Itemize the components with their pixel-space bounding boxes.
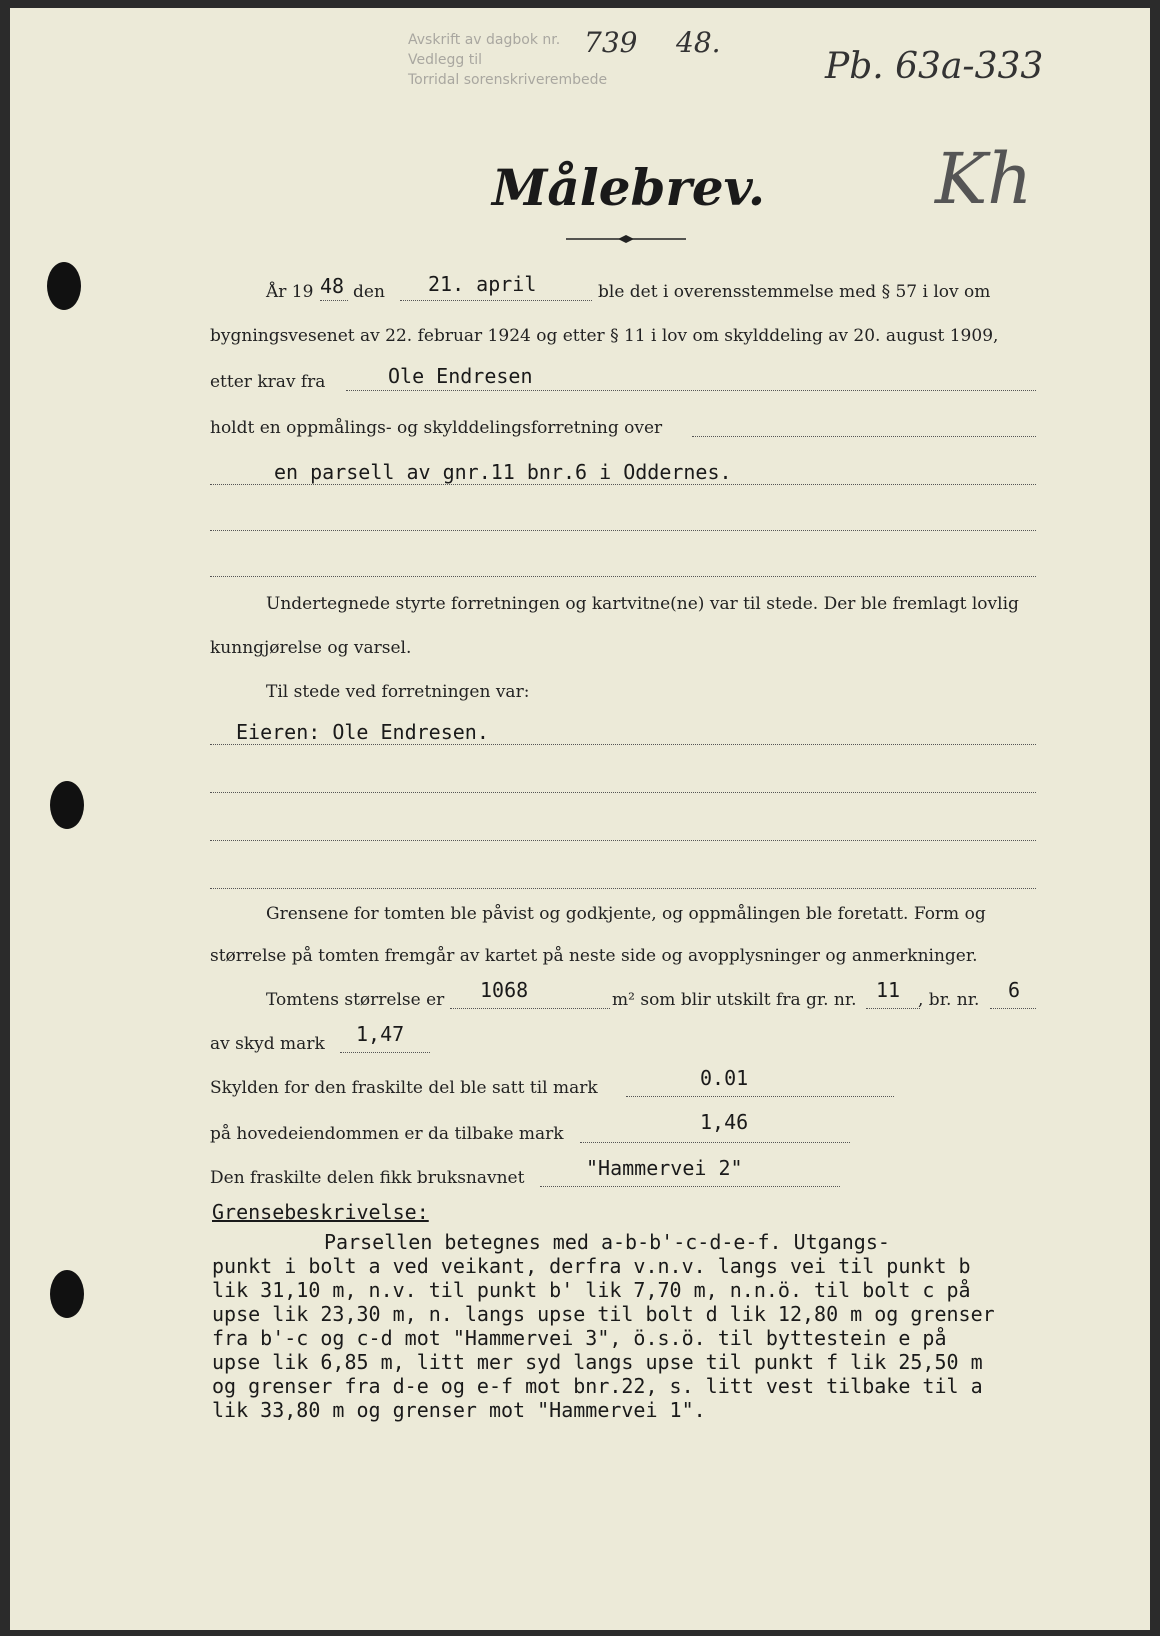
size-value: 1068	[480, 978, 529, 1002]
bnr-value: 6	[1008, 978, 1021, 1002]
punch-hole	[47, 262, 81, 310]
stamp-line-2: Vedlegg til	[408, 52, 482, 68]
description-line: fra b'-c og c-d mot "Hammervei 3", ö.s.ö. til byttestein e på	[212, 1326, 947, 1350]
intro-line-2: bygningsvesenet av 22. februar 1924 og etter § 11 i lov om skylddeling av 20. august 1909,	[210, 326, 999, 346]
skyld-label: av skyd mark	[210, 1034, 325, 1054]
page-title: Målebrev.	[492, 158, 766, 217]
attendance-line-1: Undertegnede styrte forretningen og kartvitne(ne) var til stede. Der ble fremlagt lovlig	[266, 594, 1019, 614]
description-line: upse lik 6,85 m, litt mer syd langs upse til punkt f lik 25,50 m	[212, 1350, 983, 1374]
boundaries-line-1: Grensene for tomten ble påvist og godkjente, og oppmålingen ble foretatt. Form og	[266, 904, 986, 924]
title-ornament	[566, 234, 686, 244]
journal-number: 739	[584, 26, 638, 59]
attendance-line-2: kunngjørelse og varsel.	[210, 638, 412, 658]
stamp-line-1: Avskrift av dagbok nr.	[408, 32, 561, 48]
description-line: Parsellen betegnes med a-b-b'-c-d-e-f. Utgangs-	[324, 1230, 890, 1254]
description-line: lik 33,80 m og grenser mot "Hammervei 1".	[212, 1398, 706, 1422]
size-unit: m² som blir utskilt fra gr. nr.	[612, 990, 857, 1010]
year-label: År 19	[266, 282, 314, 302]
krav-value: Ole Endresen	[388, 364, 533, 388]
intro-line-1-tail: ble det i overensstemmelse med § 57 i lov om	[598, 282, 991, 302]
document-page	[10, 8, 1150, 1630]
journal-year: 48.	[676, 26, 721, 59]
description-line: upse lik 23,30 m, n. langs upse til bolt d lik 12,80 m og grenser	[212, 1302, 995, 1326]
description-heading: Grensebeskrivelse:	[212, 1200, 429, 1224]
krav-label: etter krav fra	[210, 372, 326, 392]
hoved-label: på hovedeiendommen er da tilbake mark	[210, 1124, 564, 1144]
reference-number: Pb. 63a-333	[825, 46, 1044, 87]
size-label: Tomtens størrelse er	[266, 990, 445, 1010]
bnr-label: , br. nr.	[918, 990, 980, 1010]
initials-signature: Kh	[935, 138, 1033, 220]
present-value: Eieren: Ole Endresen.	[236, 720, 489, 744]
hoved-value: 1,46	[700, 1110, 749, 1134]
holdt-label: holdt en oppmålings- og skylddelingsforretning over	[210, 418, 663, 438]
description-line: lik 31,10 m, n.v. til punkt b' lik 7,70 m, n.n.ö. til bolt c på	[212, 1278, 971, 1302]
navn-value: "Hammervei 2"	[586, 1156, 743, 1180]
property-description: en parsell av gnr.11 bnr.6 i Oddernes.	[274, 460, 732, 484]
punch-hole	[50, 1270, 84, 1318]
year-value: 48	[320, 274, 345, 298]
date-label: den	[353, 282, 385, 302]
date-value: 21. april	[428, 272, 537, 296]
description-line: punkt i bolt a ved veikant, derfra v.n.v. langs vei til punkt b	[212, 1254, 971, 1278]
skyld-value: 1,47	[356, 1022, 405, 1046]
boundaries-line-2: størrelse på tomten fremgår av kartet på neste side og avopplysninger og anmerkninger.	[210, 946, 978, 966]
punch-hole	[50, 781, 84, 829]
navn-label: Den fraskilte delen fikk bruksnavnet	[210, 1168, 525, 1188]
stamp-line-3: Torridal sorenskriverembede	[408, 72, 608, 88]
present-label: Til stede ved forretningen var:	[266, 682, 530, 702]
description-line: og grenser fra d-e og e-f mot bnr.22, s. litt vest tilbake til a	[212, 1374, 983, 1398]
fraskilte-value: 0.01	[700, 1066, 749, 1090]
fraskilte-label: Skylden for den fraskilte del ble satt til mark	[210, 1078, 598, 1098]
gnr-value: 11	[876, 978, 901, 1002]
